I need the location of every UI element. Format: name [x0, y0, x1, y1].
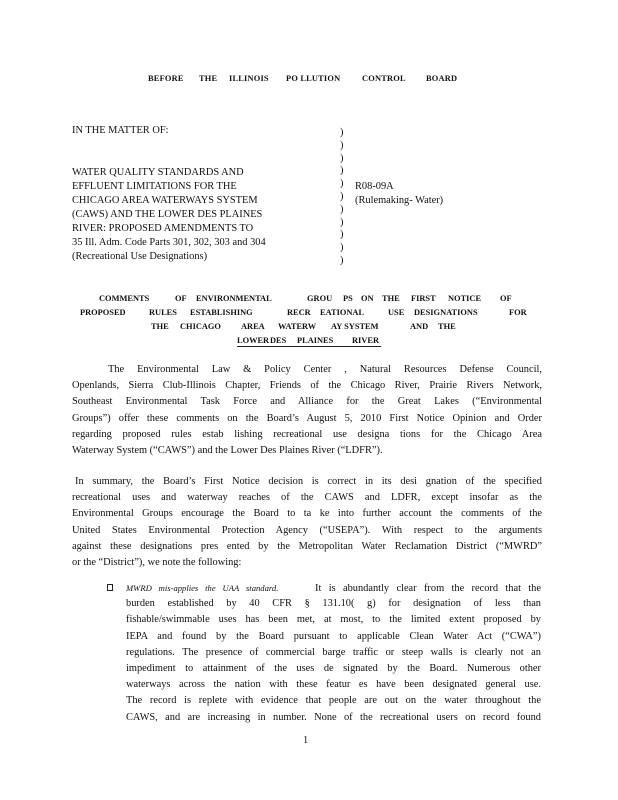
paren: ) [340, 165, 344, 177]
paren: ) [340, 127, 344, 138]
title-word: EATIONAL [320, 308, 365, 317]
title-word: PROPOSED [80, 308, 126, 317]
caption-line: (CAWS) AND THE LOWER DES PLAINES [72, 209, 263, 220]
header-word: CONTROL [362, 74, 406, 83]
title-word: USE [388, 308, 405, 317]
header-word: THE [199, 74, 218, 83]
title-word: AY SYSTEM [331, 322, 379, 331]
caption-parentheses [340, 127, 343, 268]
paragraph-line: fishable/swimmable uses has been met, at most, to the limited extent proposed by [126, 614, 541, 626]
title-word: FIRST [411, 294, 436, 303]
paren: ) [340, 203, 344, 215]
caption-line: RIVER: PROPOSED AMENDMENTS TO [72, 223, 254, 234]
caption-line: EFFLUENT LIMITATIONS FOR THE [72, 181, 237, 192]
in-the-matter: IN THE MATTER OF: [72, 125, 169, 136]
title-word: PS [343, 294, 353, 303]
title-word: PLAINES [297, 336, 334, 345]
caption-line: (Recreational Use Designations) [72, 251, 208, 262]
paragraph-line: Waterway System (“CAWS”) and the Lower Des Plaines River (“LDFR”). [72, 444, 383, 456]
title-word: DESIGNATIONS [414, 308, 478, 317]
title-word: FOR [509, 308, 527, 317]
paragraph-line: recreational uses and waterway reaches of the CAWS and LDFR, except insofar as the [72, 492, 542, 504]
title-word: AREA [241, 322, 265, 331]
title-word: THE [151, 322, 169, 331]
title-word: RULES [149, 308, 177, 317]
header-word: BEFORE [148, 74, 184, 83]
title-word: ESTABLISHING [190, 308, 253, 317]
paren: ) [340, 139, 344, 151]
bullet-box-icon [107, 584, 113, 591]
header-word: BOARD [426, 74, 458, 83]
bullet-first-rest: It is abundantly clear from the record that the [315, 583, 541, 594]
rulemaking-type: (Rulemaking- Water) [355, 195, 444, 206]
paren: ) [340, 190, 344, 202]
title-word: OF [175, 294, 187, 303]
caption-line: CHICAGO AREA WATERWAYS SYSTEM [72, 195, 258, 206]
title-word: RIVER [352, 336, 379, 345]
header-word: ILLINOIS [229, 74, 269, 83]
title-underline [237, 346, 381, 347]
title-word: COMMENTS [99, 294, 150, 303]
paragraph-line: Openlands, Sierra Club-Illinois Chapter, Friends of the Chicago River, Prairie Rivers Network, [72, 380, 542, 392]
title-word: ON [361, 294, 374, 303]
docket-number: R08-09A [355, 181, 394, 192]
paragraph-line: waterways across the nation with these featur es have been designated general use. [126, 679, 541, 691]
paragraph-line: Southeast Environmental Task Force and Alliance for the Great Lakes (“Environmental [72, 396, 542, 408]
title-word: THE [382, 294, 400, 303]
title-word: WATERW [278, 322, 317, 331]
summary-paragraph [72, 474, 542, 571]
paren: ) [340, 242, 344, 254]
intro-paragraph [72, 362, 542, 459]
paragraph-line: burden established by 40 CFR § 131.10( g) for designation of less than [126, 598, 541, 610]
paragraph-line: The record is replete with evidence that people are out on the water throughout the [126, 695, 541, 707]
title-word: RECR [287, 308, 311, 317]
title-word: AND [410, 322, 429, 331]
title-word: THE [438, 322, 456, 331]
paragraph-line: In summary, the Board’s First Notice decision is correct in its desi gnation of the specified [75, 476, 542, 487]
title-word: NOTICE [448, 294, 482, 303]
paren: ) [340, 229, 344, 241]
bullet-first-line [126, 580, 541, 596]
paragraph-line: The Environmental Law & Policy Center , Natural Resources Defense Council, [108, 364, 542, 375]
header-word: PO LLUTION [286, 74, 341, 83]
title-word: CHICAGO [180, 322, 221, 331]
title-word: OF [500, 294, 512, 303]
paragraph-line: IEPA and found by the Board pursuant to applicable Clean Water Act (“CWA”) [126, 630, 541, 642]
title-word: GROU [307, 294, 333, 303]
paren: ) [340, 152, 344, 164]
paragraph-line: United States Environmental Protection Agency (“USEPA”). With respect to the arguments [72, 524, 542, 536]
caption-line: WATER QUALITY STANDARDS AND [72, 167, 244, 178]
title-word: LOWER [237, 336, 270, 345]
paragraph-line: regarding proposed rules estab lishing recreational use designa tions for the Chicago Area [72, 428, 542, 440]
paragraph-line: regulations. The presence of commercial barge traffic or steep walls is clearly not an [126, 646, 541, 658]
paren: ) [340, 178, 344, 190]
page-number: 1 [303, 735, 309, 746]
paren: ) [340, 216, 344, 228]
paren: ) [340, 254, 344, 266]
paragraph-line: impediment to attainment of the uses de signated by the Board. Numerous other [126, 662, 541, 674]
bullet-paragraph [126, 580, 541, 726]
title-word: DES [270, 336, 287, 345]
bullet-lead-italic: MWRD mis-applies the UAA standard. [126, 583, 279, 593]
paragraph-line: or the “District”), we note the following: [72, 556, 242, 568]
title-word: ENVIRONMENTAL [196, 294, 272, 303]
paragraph-line: Environmental Groups encourage the Board to ta ke into further account the comments of the [72, 508, 542, 520]
paragraph-line: Groups”) offer these comments on the Board’s August 5, 2010 First Notice Opinion and Order [72, 412, 542, 424]
caption-line: 35 Ill. Adm. Code Parts 301, 302, 303 and 304 [72, 237, 266, 248]
paragraph-line: CAWS, and are increasing in number. None of the recreational users on record found [126, 711, 541, 723]
paragraph-line: against these designations pres ented by the Metropolitan Water Reclamation District (“MWRD” [72, 540, 542, 552]
